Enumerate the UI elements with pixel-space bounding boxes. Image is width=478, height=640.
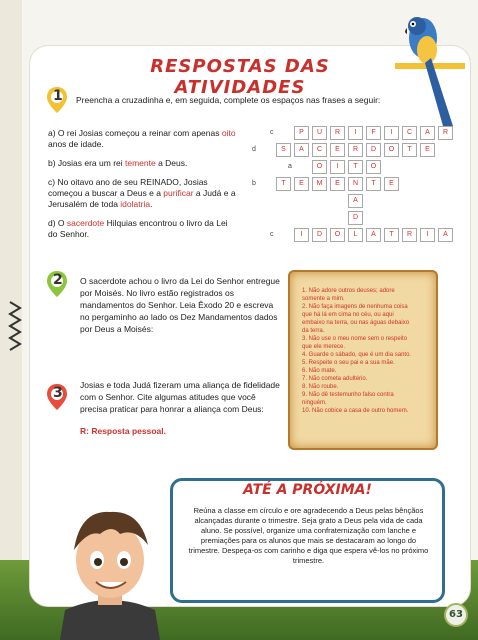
commandment-item: 8. Não roube. [302, 384, 339, 390]
closing-title: ATÉ A PRÓXIMA! [243, 482, 372, 498]
crossword-cell: A [366, 228, 381, 242]
commandment-item: 9. Não dê testemunho falso contra ninguém. [302, 392, 394, 406]
activity-instruction: Preencha a cruzadinha e, em seguida, complete os espaços nas frases a seguir: [76, 95, 381, 105]
activity-number: 2 [53, 272, 63, 288]
crossword-row-label: c [270, 129, 274, 136]
question-b: b) Josias era um rei temente a Deus. [48, 158, 188, 168]
crossword-cell: O [330, 228, 345, 242]
crossword-cell: D [366, 143, 381, 157]
crossword-cell: T [402, 143, 417, 157]
crossword-grid [252, 126, 458, 246]
crossword-cell: O [312, 160, 327, 174]
activity-text: O sacerdote achou o livro da Lei do Senhor entregue por Moisés. No livro estão registrados os mandamentos do Senhor. Leia Êxodo 20 e escreva no pergaminho ao lado os Dez Mandamentos dados por Deus a Moisés: [80, 276, 280, 334]
crossword-cell: I [330, 160, 345, 174]
crossword-cell: T [348, 160, 363, 174]
crossword-cell: E [384, 177, 399, 191]
answer-text: R: Resposta pessoal. [80, 426, 166, 436]
commandment-item: 2. Não faça imagens de nenhuma coisa que há lá em cima no céu, ou aqui embaixo na terra, ou nas águas debaixo da terra. [302, 304, 410, 334]
crossword-cell: F [366, 126, 381, 140]
commandment-item: 3. Não use o meu nome sem o respeito que ele merece. [302, 336, 408, 350]
commandment-item: 10. Não cobice a casa de outro homem. [302, 408, 409, 414]
crossword-cell: A [294, 143, 309, 157]
crossword-cell: I [384, 126, 399, 140]
commandment-item: 6. Não mate. [302, 368, 337, 374]
crossword-cell: T [366, 177, 381, 191]
activity-number: 3 [53, 385, 63, 401]
crossword-cell: R [330, 126, 345, 140]
crossword-cell: S [276, 143, 291, 157]
crossword-cell: O [366, 160, 381, 174]
question-c: c) No oitavo ano de seu REINADO, Josias começou a buscar a Deus e a purificar a Judá e a Jerusalém de toda idolatria. [48, 177, 236, 209]
crossword-cell: O [384, 143, 399, 157]
crossword-cell: E [330, 177, 345, 191]
crossword-cell: I [348, 126, 363, 140]
crossword-cell: T [276, 177, 291, 191]
crossword-cell: I [420, 228, 435, 242]
crossword-row-label: c [270, 231, 274, 238]
crossword-cell: R [402, 228, 417, 242]
crossword-cell: A [348, 194, 363, 208]
crossword-cell: C [312, 143, 327, 157]
crossword-row-label: b [252, 180, 256, 187]
crossword-cell: I [294, 228, 309, 242]
crossword-cell: U [312, 126, 327, 140]
commandment-item: 1. Não adore outros deuses; adore somente a mim. [302, 288, 395, 302]
page-number: 63 [444, 603, 468, 627]
boy-illustration [40, 490, 180, 640]
crossword-cell: E [420, 143, 435, 157]
commandment-item: 7. Não cometa adultério. [302, 376, 368, 382]
question-list [48, 128, 238, 248]
crossword-row-label: a [288, 163, 292, 170]
crossword-cell: D [312, 228, 327, 242]
crossword-cell: E [294, 177, 309, 191]
commandments-list [302, 287, 417, 415]
question-a: a) O rei Josias começou a reinar com apenas oito anos de idade. [48, 128, 236, 149]
crossword-cell: M [312, 177, 327, 191]
crossword-cell: D [348, 211, 363, 225]
commandment-item: 4. Guarde o sábado, que é um dia santo. [302, 352, 412, 358]
crossword-cell: R [348, 143, 363, 157]
crossword-cell: E [330, 143, 345, 157]
crossword-cell: L [348, 228, 363, 242]
crossword-cell: A [438, 228, 453, 242]
crossword-row-label: d [252, 146, 256, 153]
crossword-cell: R [438, 126, 453, 140]
parrot-illustration [395, 8, 465, 128]
zigzag-decoration [8, 300, 22, 352]
crossword-cell: C [402, 126, 417, 140]
question-d: d) O sacerdote Hilquias encontrou o livro da Lei do Senhor. [48, 218, 228, 239]
activity-number: 1 [53, 88, 63, 104]
crossword-cell: N [348, 177, 363, 191]
activity-text: Josias e toda Judá fizeram uma aliança de fidelidade com o Senhor. Cite algumas atitudes que você precisa praticar para honrar a aliança com Deus: R: Resposta pessoal. [80, 379, 285, 437]
crossword-cell: P [294, 126, 309, 140]
crossword-cell: A [420, 126, 435, 140]
commandment-item: 5. Respeite o seu pai e a sua mãe. [302, 360, 395, 366]
crossword-cell: T [384, 228, 399, 242]
page-title: RESPOSTAS DAS ATIVIDADES [150, 56, 330, 98]
closing-text: Reúna a classe em círculo e ore agradecendo a Deus pelas bênçãos alcançadas durante o trimestre. Seja grato a Deus pela vida de cada aluno. Se possível, organize uma confraternização com lanche e premiações para os alunos que mais se destacaram ao longo do trimestre. Despeça-os com carinho e diga que espera vê-los no próximo trimestre. [188, 506, 429, 565]
